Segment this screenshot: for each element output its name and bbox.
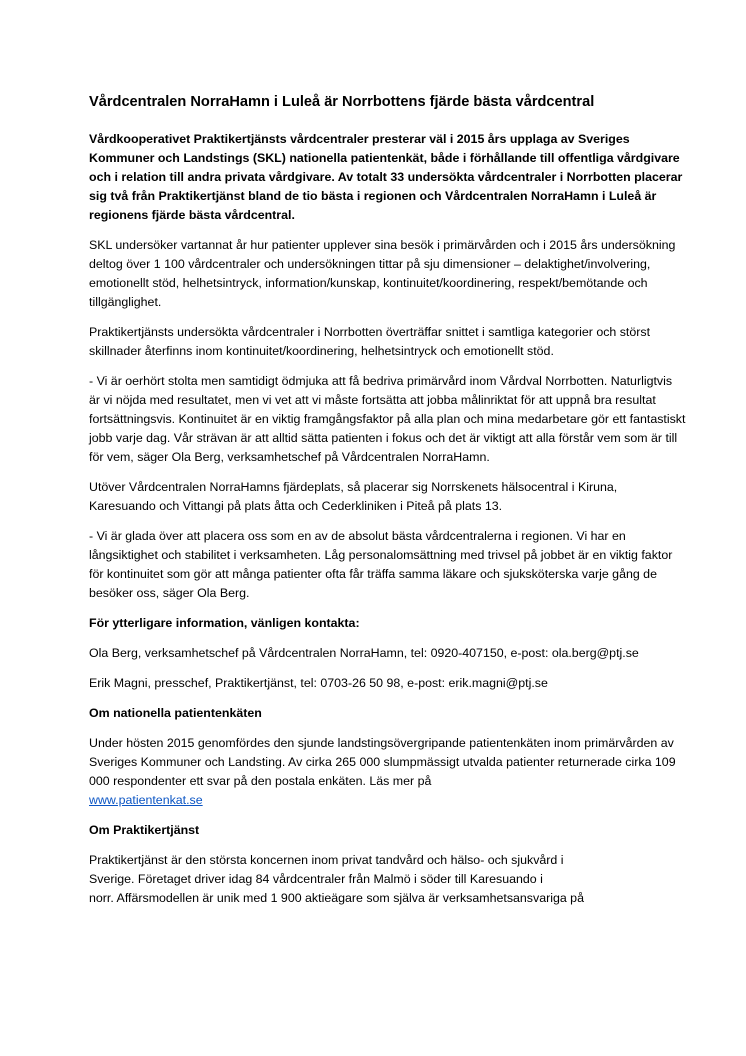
paragraph-survey-method: SKL undersöker vartannat år hur patienter upplever sina besök i primärvården och i 2015 års undersökning deltog över 1 100 vårdcentraler och undersökningen tittar på sju dimensioner – delaktighet/involvering, emotionellt stöd, helhetsintryck, information/kunskap, kontinuitet/koordinering, respekt/bemötande och tillgänglighet.	[89, 238, 676, 309]
lead-strong: Vårdkooperativet Praktikertjänsts	[89, 132, 287, 146]
about-line-3: norr. Affärsmodellen är unik med 1 900 aktieägare som själva är verksamhetsansvariga på	[89, 891, 584, 905]
lead-text: vårdcentraler presterar väl i 2015 års upplaga av Sveriges Kommuner och Landstings (SKL) nationella patientenkät, både i förhållande till offentliga vårdgivare och i relation till andra privata vårdgivare. Av totalt 33 undersökta vårdcentraler i Norrbotten placerar sig två från Praktikertjänst bland de tio bästa i regionen och Vårdcentralen NorraHamn i Luleå är regionens fjärde bästa vårdcentral.	[89, 132, 683, 222]
about-paragraph	[89, 851, 686, 908]
about-line-1: Praktikertjänst är den största koncernen inom privat tandvård och hälso- och sjukvård i	[89, 853, 564, 867]
survey-heading: Om nationella patientenkäten	[89, 706, 262, 720]
patientenkat-link[interactable]: www.patientenkat.se	[89, 793, 203, 807]
lead-paragraph	[89, 130, 686, 225]
contact-erik-magni: Erik Magni, presschef, Praktikertjänst, tel: 0703-26 50 98, e-post: erik.magni@ptj.se	[89, 676, 548, 690]
about-line-2: Sverige. Företaget driver idag 84 vårdcentraler från Malmö i söder till Karesuando i	[89, 872, 543, 886]
survey-text: Under hösten 2015 genomfördes den sjunde landstingsövergripande patientenkäten inom primärvården av Sveriges Kommuner och Landsting. Av cirka 265 000 slumpmässigt utvalda patienter returnerade cirka 109 000 respondenter ett svar på den postala enkäten. Läs mer på	[89, 736, 676, 788]
paragraph-results: Praktikertjänsts undersökta vårdcentraler i Norrbotten överträffar snittet i samtliga kategorier och störst skillnader återfinns inom kontinuitet/koordinering, helhetsintryck och emotionellt stöd.	[89, 325, 651, 358]
survey-paragraph	[89, 734, 686, 810]
paragraph-quote-1: - Vi är oerhört stolta men samtidigt ödmjuka att få bedriva primärvård inom Vårdval Norrbotten. Naturligtvis är vi nöjda med resultatet, men vi vet att vi måste fortsätta att jobba målinriktat för att uppnå bra resultat fortsättningsvis. Kontinuitet är en viktig framgångsfaktor på alla plan och mina medarbetare gör ett fantastiskt jobb varje dag. Vår strävan är att alltid sätta patienten i fokus och det är viktigt att alla förstår vem som är till för vem, säger Ola Berg, verksamhetschef på Vårdcentralen NorraHamn.	[89, 374, 686, 464]
paragraph-rankings: Utöver Vårdcentralen NorraHamns fjärdeplats, så placerar sig Norrskenets hälsocentral i Kiruna, Karesuando och Vittangi på plats åtta och Cederkliniken i Piteå på plats 13.	[89, 480, 618, 513]
about-heading: Om Praktikertjänst	[89, 823, 200, 837]
contact-ola-berg: Ola Berg, verksamhetschef på Vårdcentralen NorraHamn, tel: 0920-407150, e-post: ola.berg@ptj.se	[89, 646, 639, 660]
paragraph-quote-2: - Vi är glada över att placera oss som en av de absolut bästa vårdcentralerna i regionen. Vi har en långsiktighet och stabilitet i verksamheten. Låg personalomsättning med trivsel på jobbet är en viktig faktor för kontinuitet som gör att många patienter ofta får träffa samma läkare och sjuksköterska varje gång de besöker oss, säger Ola Berg.	[89, 529, 673, 600]
contact-heading: För ytterligare information, vänligen kontakta:	[89, 616, 360, 630]
document-title: Vårdcentralen NorraHamn i Luleå är Norrbottens fjärde bästa vårdcentral	[89, 94, 595, 110]
